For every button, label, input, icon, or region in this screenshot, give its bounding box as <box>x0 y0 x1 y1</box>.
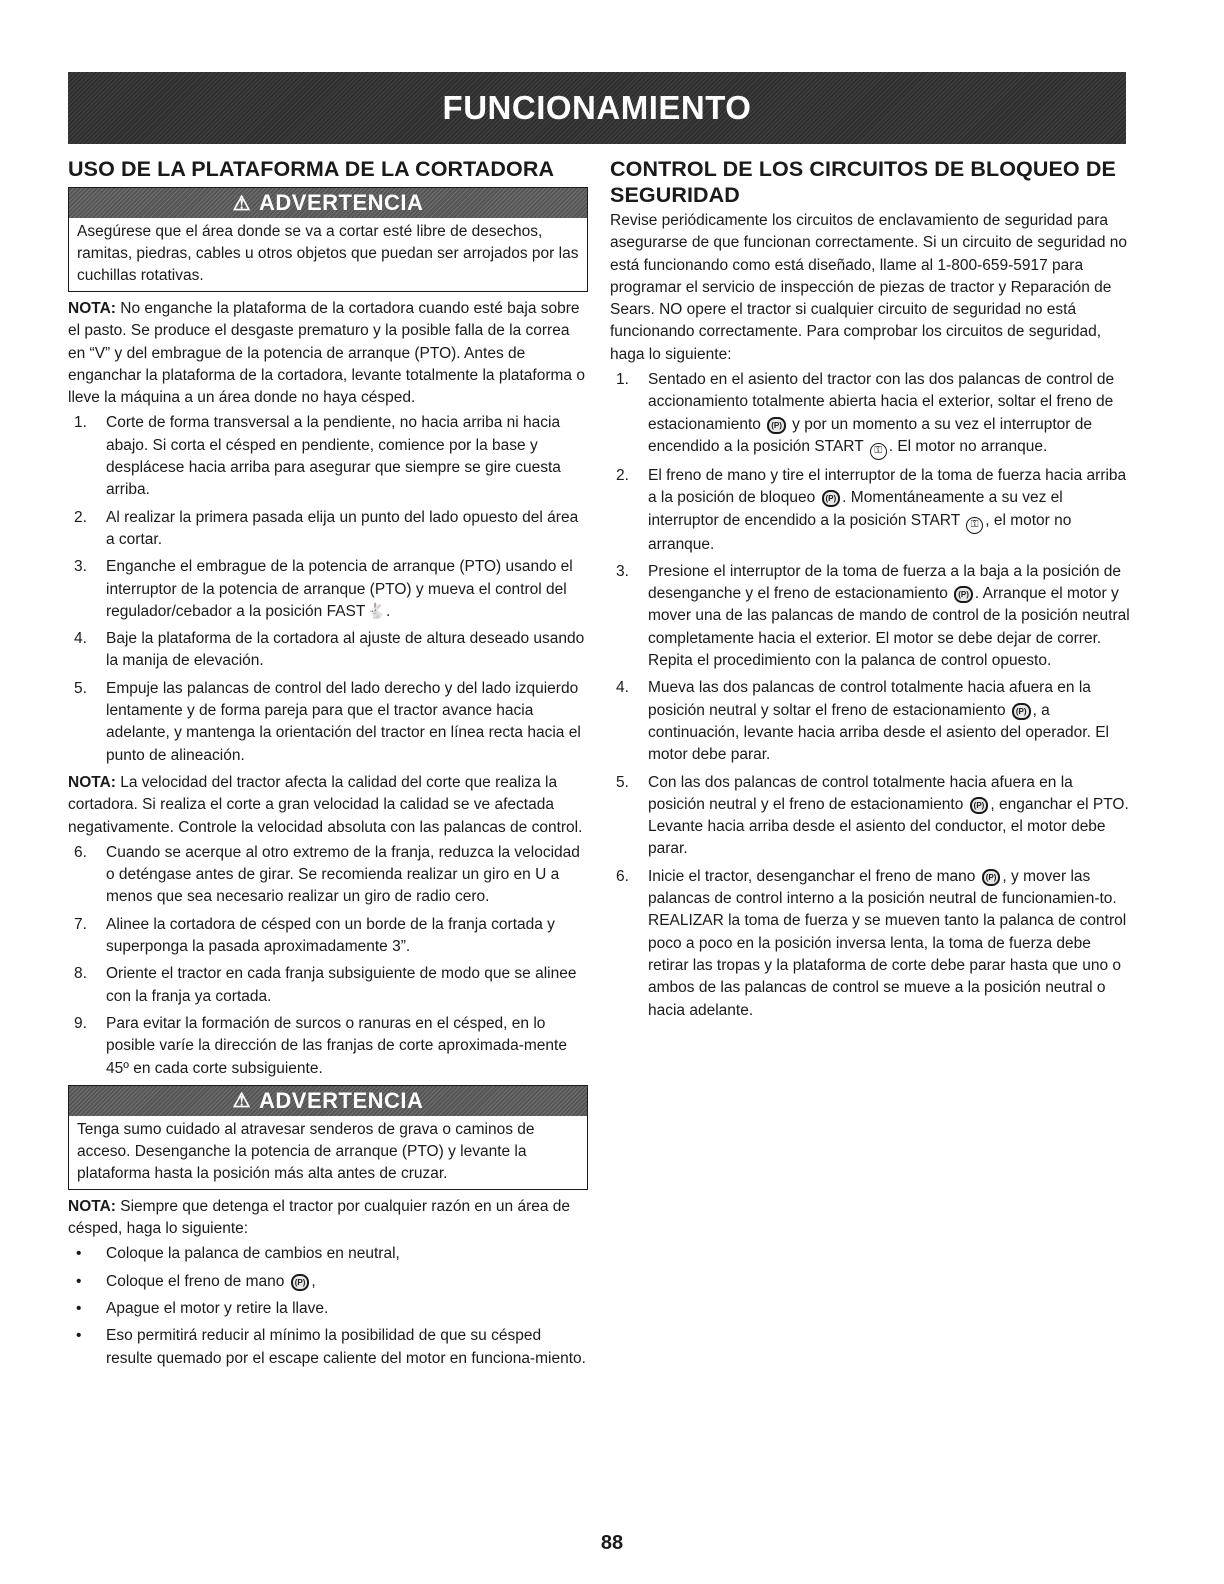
note-2-label: NOTA: <box>68 773 116 791</box>
list-item: 3. Enganche el embrague de la potencia de arranque (PTO) usando el interruptor de la potencia de arranque (PTO) y mueva el control del regulador/cebador a la posición FAST 🐇. <box>68 556 588 623</box>
warning-label-1: ADVERTENCIA <box>259 190 424 215</box>
note-1 <box>68 298 588 409</box>
list-item: • Eso permitirá reducir al mínimo la posibilidad de que su césped resulte quemado por el escape caliente del motor en funciona-miento. <box>76 1327 586 1367</box>
list-item: 9. Para evitar la formación de surcos o ranuras en el césped, en lo posible varíe la dirección de las franjas de corte aproximada-mente 45º en cada corte subsiguiente. <box>74 1014 567 1077</box>
start-key-icon: ⚿ <box>966 517 983 534</box>
warning-header-1 <box>69 188 587 218</box>
parking-brake-icon: (P) <box>291 1274 310 1291</box>
mowing-steps-a <box>68 412 588 766</box>
left-section-title: USO DE LA PLATAFORMA DE LA CORTADORA <box>68 157 555 181</box>
fast-rabbit-icon: 🐇 <box>367 602 387 620</box>
safety-check-steps <box>610 369 1130 1022</box>
warning-box-2 <box>68 1085 588 1190</box>
parking-brake-icon: (P) <box>1012 703 1031 720</box>
warning-box-1 <box>68 187 588 292</box>
warning-triangle-icon: ⚠ <box>232 192 252 215</box>
list-item: 2. Al realizar la primera pasada elija un punto del lado opuesto del área a cortar. <box>74 508 579 548</box>
parking-brake-icon: (P) <box>822 490 841 507</box>
list-item: 4. Mueva las dos palancas de control totalmente hacia afuera en la posición neutral y soltar el freno de estacionamiento (P) , a continuación, levante hacia arriba desde el asiento del operador. El motor debe parar. <box>616 679 1110 764</box>
warning-text-1: Asegúrese que el área donde se va a cortar esté libre de desechos, ramitas, piedras, cables u otros objetos que puedan ser arrojados por las cuchillas rotativas. <box>77 223 579 284</box>
warning-header-2 <box>69 1086 587 1116</box>
mowing-steps-b <box>68 842 588 1080</box>
list-item: 8. Oriente el tractor en cada franja subsiguiente de modo que se alinee con la franja ya cortada. <box>74 965 577 1005</box>
warning-triangle-icon: ⚠ <box>232 1090 252 1113</box>
list-item: • Coloque la palanca de cambios en neutral, <box>76 1245 400 1263</box>
section-banner <box>68 72 1126 144</box>
left-column <box>68 156 588 1375</box>
note-2-text: La velocidad del tractor afecta la calidad del corte que realiza la cortadora. Si realiza el corte a gran velocidad la calidad se ve afectada negativamente. Controle la velocidad absoluta con las palancas de control. <box>68 773 583 836</box>
list-item: 4. Baje la plataforma de la cortadora al ajuste de altura deseado usando la manija de elevación. <box>74 630 585 670</box>
right-column <box>610 156 1130 1027</box>
note-3 <box>68 1196 588 1241</box>
note-3-label: NOTA: <box>68 1197 116 1215</box>
list-item: 2. El freno de mano y tire el interruptor de la toma de fuerza hacia arriba a la posición de bloqueo (P) . Momentáneamente a su vez el interruptor de encendido a la posición START ⚿ , el motor no arranque. <box>616 466 1127 553</box>
parking-brake-icon: (P) <box>954 586 973 603</box>
note-1-label: NOTA: <box>68 300 116 317</box>
right-intro: Revise periódicamente los circuitos de enclavamiento de seguridad para asegurarse de que funcionan correctamente. Si un circuito de seguridad no está funcionando como está diseñado, llame al 1-800-659-5917 para programar el servicio de inspección de piezas de tractor y Reparación de Sears. NO opere el tractor si cualquier circuito de seguridad no está funcionando correctamente. Para comprobar los circuitos de seguridad, haga lo siguiente: <box>610 212 1127 363</box>
parking-brake-icon: (P) <box>970 797 989 814</box>
list-item: 6. Cuando se acerque al otro extremo de la franja, reduzca la velocidad o deténgase antes de girar. Se recomienda realizar un giro en U a menos que sea necesario realizar un giro de radio cero. <box>74 843 580 906</box>
list-item: 3. Presione el interruptor de la toma de fuerza a la baja a la posición de desenganche y el freno de estacionamiento (P) . Arranque el motor y mover una de las palancas de mando de control de la posición neutral completamente hacia el exterior. El motor se debe dejar de correr. Repita el procedimiento con la palanca de control opuesto. <box>616 562 1130 670</box>
stop-bullets <box>68 1243 588 1369</box>
list-item: 5. Con las dos palancas de control totalmente hacia afuera en la posición neutral y el freno de estacionamiento (P) , enganchar el PTO. Levante hacia arriba desde el asiento del conductor, el motor debe parar. <box>616 773 1129 858</box>
note-2 <box>68 772 588 839</box>
right-section-title: CONTROL DE LOS CIRCUITOS DE BLOQUEO DE SEGURIDAD <box>610 157 1116 207</box>
list-item: • Apague el motor y retire la llave. <box>76 1299 329 1317</box>
warning-text-2: Tenga sumo cuidado al atravesar senderos de grava o caminos de acceso. Desenganche la potencia de arranque (PTO) y levante la plataforma hasta la posición más alta antes de cruzar. <box>77 1120 535 1182</box>
parking-brake-icon: (P) <box>982 869 1001 886</box>
list-item: 1. Sentado en el asiento del tractor con las dos palancas de control de accionamiento totalmente abierta hacia el exterior, soltar el freno de estacionamiento (P) y por un momento a su vez el interruptor de encendido a la posición START ⚿ . El motor no arranque. <box>610 369 1130 460</box>
list-item: 6. Inicie el tractor, desenganchar el freno de mano (P) , y mover las palancas de control interno a la posición neutral de funcionamien-to. REALIZAR la toma de fuerza y se mueven tanto la palanca de control poco a poco en la posición inversa lenta, la toma de fuerza debe retirar las tropas y la plataforma de corte debe parar hasta que uno o ambos de las palancas de control se mueve a la posición neutral o hacia adelante. <box>616 867 1127 1019</box>
page-number: 88 <box>600 1532 624 1554</box>
banner-title: FUNCIONAMIENTO <box>442 89 752 126</box>
list-item: 1. Corte de forma transversal a la pendiente, no hacia arriba ni hacia abajo. Si corta el césped en pendiente, comience por la base y desplácese hacia arriba para asegurar que siempre se gire cuesta arriba. <box>74 414 561 499</box>
start-key-icon: ⚿ <box>870 443 887 460</box>
list-item: • Coloque el freno de mano (P) , <box>76 1272 316 1290</box>
parking-brake-icon: (P) <box>767 417 786 434</box>
list-item: 5. Empuje las palancas de control del lado derecho y del lado izquierdo lentamente y de forma pareja para que el tractor avance hacia adelante, y mantenga la orientación del tractor en línea recta hacia el punto de alineación. <box>74 679 581 764</box>
note-1-text: No enganche la plataforma de la cortadora cuando esté baja sobre el pasto. Se produce el desgaste prematuro y la posible falla de la correa en “V” y del embrague de la potencia de arranque (PTO). Antes de enganchar la plataforma de la cortadora, levante totalmente la plataforma o lleve la máquina a un área donde no haya césped. <box>68 300 585 407</box>
note-3-text: Siempre que detenga el tractor por cualquier razón en un área de césped, haga lo siguiente: <box>68 1197 571 1238</box>
list-item: 7. Alinee la cortadora de césped con un borde de la franja cortada y superponga la pasada aproximadamente 3”. <box>74 915 555 956</box>
warning-label-2: ADVERTENCIA <box>259 1087 424 1113</box>
